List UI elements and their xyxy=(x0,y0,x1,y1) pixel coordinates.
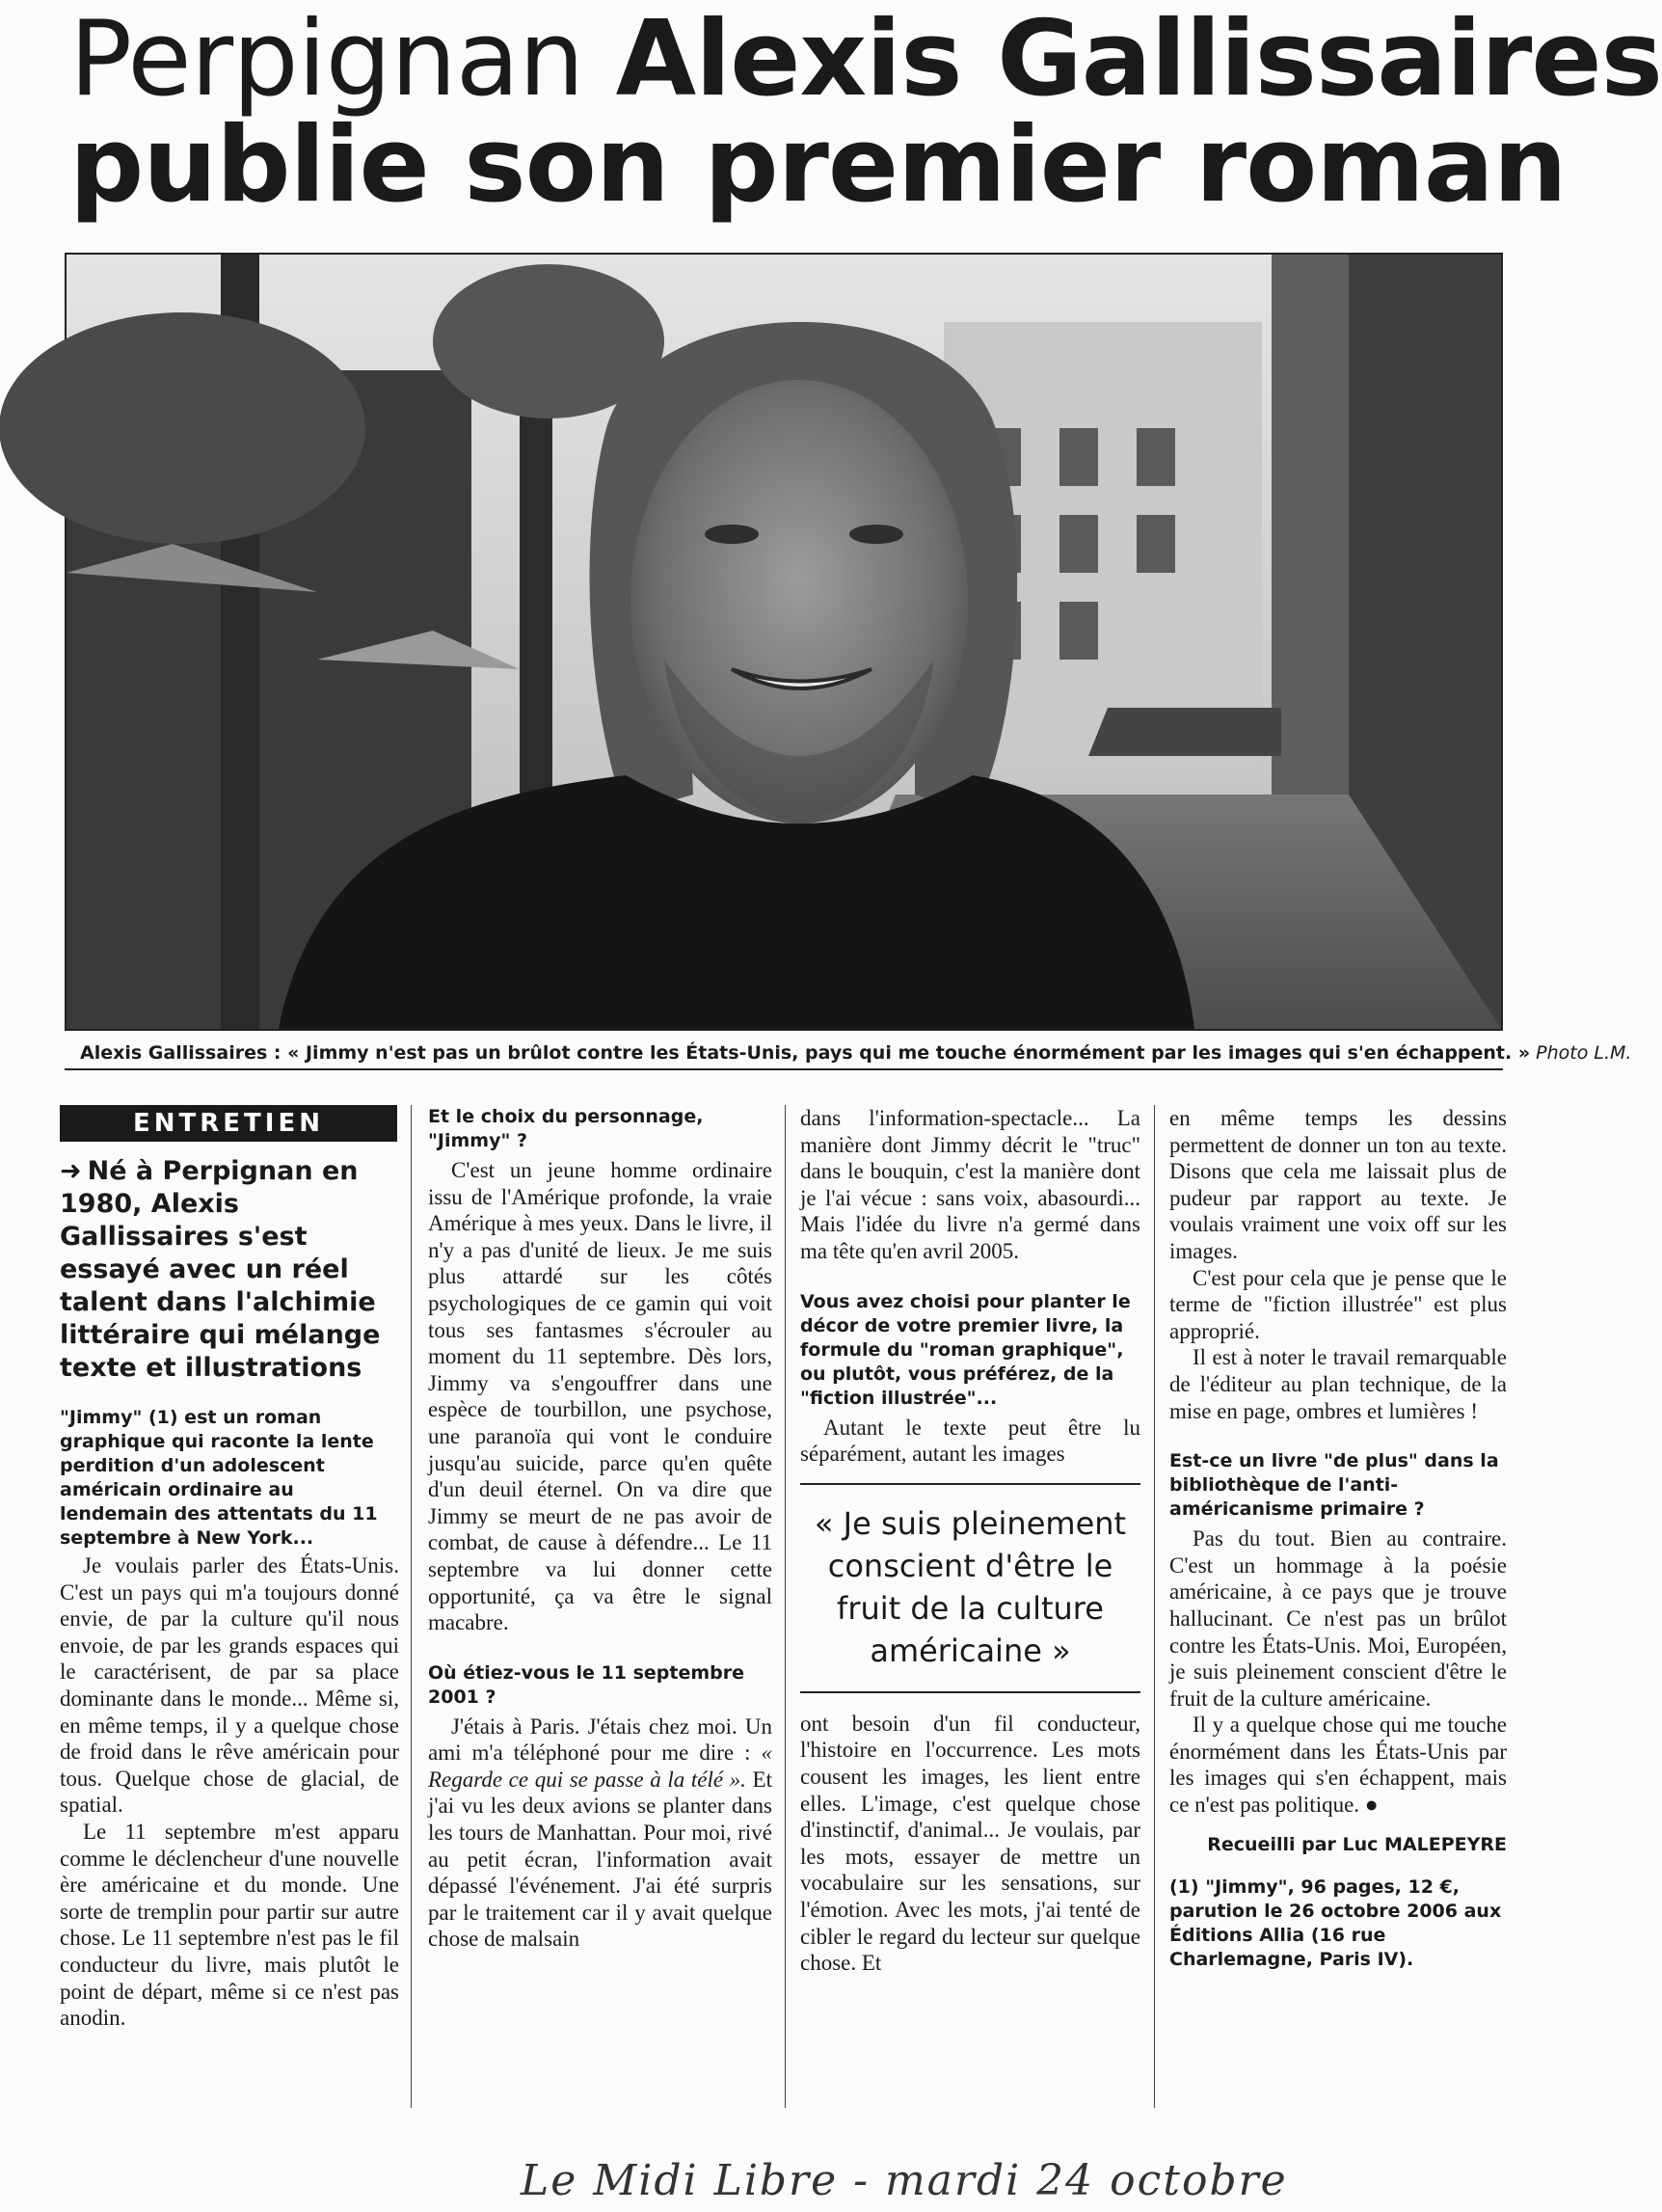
body-paragraph: Je voulais parler des États-Unis. C'est un pays qui m'a toujours donné envie, de par la culture qu'il nous envoie, de par les grands espaces qui le caractérisent, de par sa place dominante dans le monde... Même si, en même temps, il y a quelque chose de froid dans le rêve américain pour tous. Quelque chose de glacial, de spatial. xyxy=(60,1553,399,1818)
caption-text: Alexis Gallissaires : « Jimmy n'est pas un brûlot contre les États-Unis, pays qui me touche énormément par les images qui s'en échappent. » xyxy=(80,1042,1531,1064)
article-column-3 xyxy=(800,1105,1140,1977)
body-paragraph: Pas du tout. Bien au contraire. C'est un hommage à la poésie américaine, à ce pays que je trouve hallucinant. Ce n'est pas un brûlot contre les États-Unis. Moi, Européen, je suis pleinement conscient d'être le fruit de la culture américaine. xyxy=(1169,1526,1507,1711)
book-footnote: (1) "Jimmy", 96 pages, 12 €, parution le 26 octobre 2006 aux Éditions Allia (16 rue Charlemagne, Paris IV). xyxy=(1169,1876,1502,1971)
headline-line-1 xyxy=(69,0,1662,120)
article-byline: Recueilli par Luc MALEPEYRE xyxy=(1207,1833,1507,1855)
photo-credit: Photo L.M. xyxy=(1536,1042,1632,1064)
article-column-2 xyxy=(428,1105,772,1953)
article-intro xyxy=(60,1155,399,1385)
interview-question: Où étiez-vous le 11 septembre 2001 ? xyxy=(428,1661,744,1708)
answer-quote: « Regarde ce qui se passe à la télé ». xyxy=(428,1740,772,1792)
body-paragraph: C'est pour cela que je pense que le terme de "fiction illustrée" est plus approprié. xyxy=(1169,1265,1507,1343)
column-divider xyxy=(785,1105,786,2108)
intro-text: Né à Perpignan en 1980, Alexis Gallissaires s'est essayé avec un réel talent dans l'alchimie littéraire qui mélange texte et illustrations xyxy=(60,1156,381,1383)
headline xyxy=(69,0,1662,226)
pull-quote: « Je suis pleinement conscient d'être le fruit de la culture américaine » xyxy=(800,1483,1140,1693)
article-lede: "Jimmy" (1) est un roman graphique qui raconte la lente perdition d'un adolescent américain ordinaire au lendemain des attentats du 11 septembre à New York... xyxy=(60,1407,378,1549)
column-divider xyxy=(411,1105,412,2108)
headline-kicker: Perpignan xyxy=(69,0,584,120)
article-column-4 xyxy=(1169,1105,1507,1972)
article-photo xyxy=(65,253,1503,1031)
body-paragraph: C'est un jeune homme ordinaire issu de l'Amérique profonde, la vraie Amérique à mes yeux. Dans le livre, il n'y a pas d'unité de lieux. Je me suis plus attardé sur les côtés psychologiques de ce gamin qui voit tous ses fantasmes s'écrouler au moment du 11 septembre. Dès lors, Jimmy va s'engouffrer dans une espèce de tourbillon, une psychose, une paranoïa qui vont le conduire jusqu'au suicide, parce qu'en quête d'un deuil éternel. On va dire que Jimmy se meurt de ne pas avoir de combat, de cause à défendre... Le 11 septembre va lui donner cette opportunité, ça va être le signal macabre. xyxy=(428,1158,772,1635)
answer-text: Et j'ai vu les deux avions se planter dans les tours de Manhattan. Pour moi, rivé au petit écran, l'information avait dépassé l'événement. J'ai été surpris par le traitement car il y avait quelque chose de malsain xyxy=(428,1767,772,1952)
handwritten-source-note: Le Midi Libre - mardi 24 octobre xyxy=(521,2156,1288,2205)
body-paragraph: Le 11 septembre m'est apparu comme le déclencheur d'une nouvelle ère américaine et du monde. Une sorte de tremplin pour partir sur autre chose. Le 11 septembre n'est pas le fil conducteur du livre, mais plutôt le point de départ, même si ce n'est pas anodin. xyxy=(60,1819,399,2031)
body-paragraph: Il y a quelque chose qui me touche énormément dans les États-Unis par les images qui s'en échappent, mais ce n'est pas politique. ● xyxy=(1169,1713,1507,1818)
body-paragraph xyxy=(428,1713,772,1953)
headline-title-line-1: Alexis Gallissaires xyxy=(615,0,1662,120)
body-paragraph: dans l'information-spectacle... La manière dont Jimmy décrit le "truc" dans le bouquin, c'est la manière dont je l'ai vécue : sans voix, abasourdi... Mais l'idée du livre n'a germé dans ma tête qu'en avril 2005. xyxy=(800,1106,1140,1263)
section-tag: ENTRETIEN xyxy=(60,1105,397,1142)
body-paragraph: Il est à noter le travail remarquable de l'éditeur au plan technique, de la mise en page, ombres et lumières ! xyxy=(1169,1345,1507,1423)
column-divider xyxy=(1154,1105,1155,2108)
interview-question: Et le choix du personnage, "Jimmy" ? xyxy=(428,1106,704,1151)
interview-question: Vous avez choisi pour planter le décor de votre premier livre, la formule du "roman graphique", ou plutôt, vous préférez, de la "fiction illustrée"... xyxy=(800,1290,1131,1409)
body-paragraph: Autant le texte peut être lu séparément, autant les images xyxy=(800,1415,1140,1467)
portrait-image xyxy=(67,255,1501,1029)
body-paragraph: en même temps les dessins permettent de donner un ton au texte. Disons que cela me laissait plus de pudeur par rapport au texte. Je voulais vraiment une voix off sur les images. xyxy=(1169,1106,1507,1263)
article-column-1 xyxy=(60,1105,399,2032)
photo-caption xyxy=(65,1036,1632,1070)
arrow-right-icon: ➜ xyxy=(60,1156,82,1186)
interview-question: Est-ce un livre "de plus" dans la bibliothèque de l'anti-américanisme primaire ? xyxy=(1169,1450,1499,1521)
answer-text: J'étais à Paris. J'étais chez moi. Un ami m'a téléphoné pour me dire : xyxy=(428,1713,772,1766)
headline-title-line-2: publie son premier roman xyxy=(69,105,1567,226)
body-paragraph: ont besoin d'un fil conducteur, l'histoire en l'occurrence. Les mots cousent les images, les lient entre elles. L'image, c'est quelque chose d'instinctif, d'animal... Je voulais, par les mots, essayer de mettre un vocabulaire sur les sensations, sur l'émotion. Avec les mots, j'ai tenté de cibler le regard du lecteur sur quelque chose. Et xyxy=(800,1711,1140,1976)
